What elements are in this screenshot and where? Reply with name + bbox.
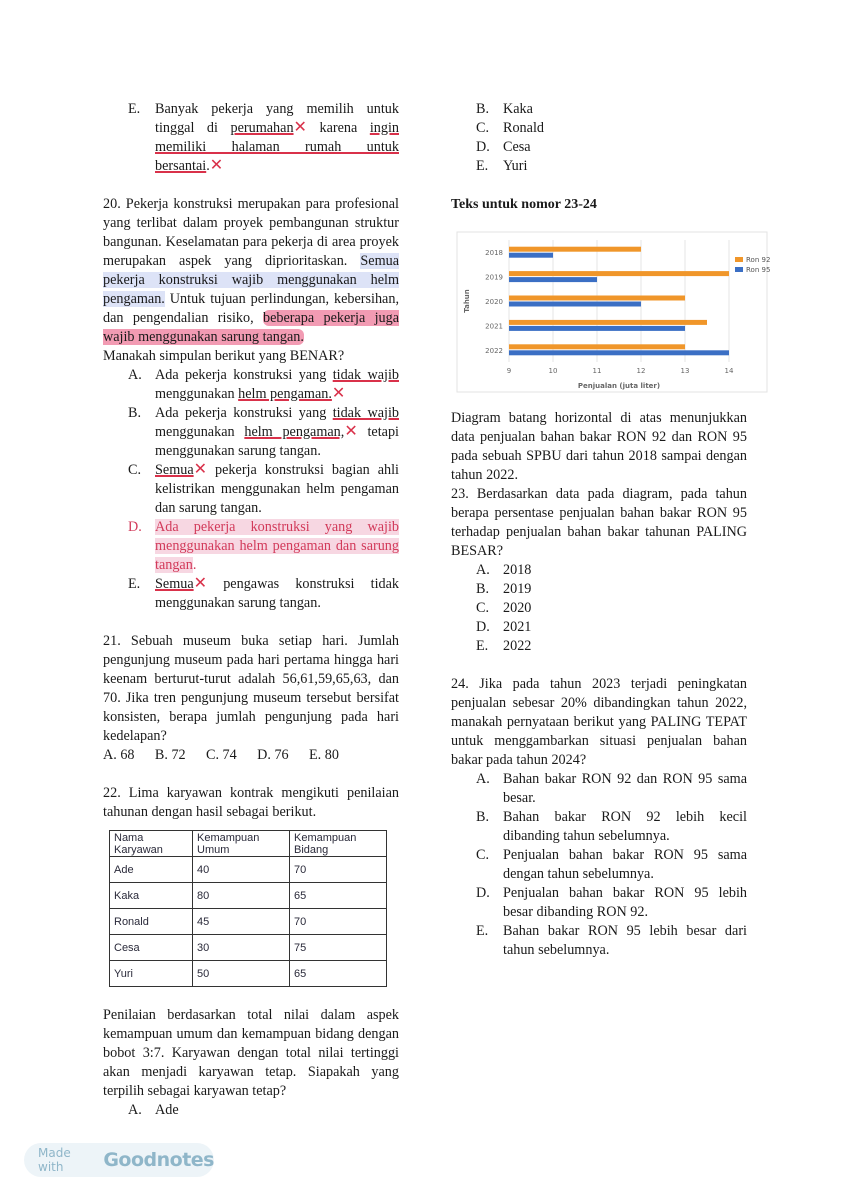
option-letter: A. (128, 367, 142, 383)
cross-mark-icon: ✕ (293, 117, 307, 136)
underlined-text: ingin memiliki halaman rumah untuk bersantai (155, 120, 399, 174)
q22-option-e (451, 157, 747, 176)
table-cell: 65 (290, 883, 387, 909)
option-letter: C. (476, 120, 490, 136)
option: C. 74 (206, 747, 237, 763)
text-seg: . (192, 557, 197, 573)
cross-mark-icon: ✕ (209, 155, 224, 174)
x-tick-label: 14 (724, 367, 734, 375)
table-cell: Ronald (110, 909, 193, 935)
watermark-brand: Goodnotes (103, 1149, 214, 1171)
bar (509, 277, 597, 282)
legend-swatch (735, 257, 743, 262)
spacer (103, 987, 399, 1006)
q23-option-a (451, 561, 747, 580)
option-letter: E. (476, 158, 489, 174)
bar (509, 326, 685, 331)
spacer (451, 656, 747, 675)
y-tick-label: 2020 (485, 298, 503, 306)
spacer (103, 765, 399, 784)
right-column (451, 100, 771, 960)
spacer (103, 176, 399, 195)
option-text: Kaka (503, 101, 533, 117)
underlined-text: Semua (155, 462, 194, 478)
q22-option-a (103, 1101, 399, 1120)
x-tick-label: 9 (506, 367, 512, 375)
score-table (109, 830, 387, 987)
table-row (110, 883, 387, 909)
option-letter: C. (128, 462, 142, 478)
table-cell: Kaka (110, 883, 193, 909)
text-seg: Untuk tujuan perlindungan, kebersihan, dan pengendalian risiko, (103, 291, 399, 326)
q24-option-c (451, 846, 747, 884)
spacer (103, 613, 399, 632)
table-cell: 30 (193, 935, 290, 961)
q23-stem: 23. Berdasarkan data pada diagram, pada tahun berapa persentase penjualan bahan bakar RON 95 terhadap penjualan bahan bakar tahunan PALING BESAR? (451, 486, 747, 559)
cross-mark-icon: ✕ (193, 459, 208, 478)
y-tick-label: 2021 (485, 322, 503, 331)
option-text (155, 575, 399, 613)
goodnotes-watermark (24, 1143, 214, 1177)
section-title: Teks untuk nomor 23-24 (451, 197, 597, 212)
underlined-text: perumahan (230, 120, 294, 136)
bar (509, 302, 641, 307)
spacer (451, 176, 747, 195)
table-row (110, 857, 387, 883)
q20-option-c (103, 461, 399, 518)
option-text: Penjualan bahan bakar RON 95 sama dengan tahun sebelumnya. (503, 847, 747, 882)
underlined-text: helm pengaman, (244, 424, 345, 440)
highlight-blue: Semua pekerja konstruksi wajib menggunakan helm pengaman. (103, 253, 399, 307)
text-seg: pengawas konstruksi tidak menggunakan sarung tangan. (155, 576, 399, 611)
bar-chart (457, 232, 771, 392)
table-row (110, 909, 387, 935)
q19-option-e (103, 100, 399, 176)
option-letter: E. (476, 638, 489, 654)
q24-option-d (451, 884, 747, 922)
table-header-row (110, 831, 387, 857)
watermark-prefix: Made with (38, 1146, 71, 1174)
text-seg: Ada pekerja konstruksi yang (155, 405, 333, 421)
q23-option-b (451, 580, 747, 599)
option-text: 2019 (503, 581, 532, 597)
option-text: Penjualan bahan bakar RON 95 lebih besar dibanding RON 92. (503, 885, 747, 920)
table-header: Kemampuan Umum (193, 831, 290, 857)
q23-option-c (451, 599, 747, 618)
table-cell: Yuri (110, 961, 193, 987)
table-row (110, 935, 387, 961)
legend-label: Ron 92 (746, 256, 771, 264)
option-text (155, 404, 399, 461)
option-text: 2018 (503, 562, 532, 578)
text-seg: . (206, 158, 210, 174)
x-tick-label: 13 (680, 367, 690, 375)
option: A. 68 (103, 747, 135, 763)
option-letter: B. (476, 809, 490, 825)
highlight-pink: Ada pekerja konstruksi yang wajib menggunakan helm pengaman dan sarung tangan (155, 519, 399, 573)
q20-option-b (103, 404, 399, 461)
q22-instruction: Penilaian berdasarkan total nilai dalam aspek kemampuan umum dan kemampuan bidang dengan bobot 3:7. Karyawan dengan total nilai tertinggi akan menjadi karyawan tetap. Siapakah yang terpilih sebagai karyawan tetap? (103, 1007, 399, 1099)
q20-option-e (103, 575, 399, 613)
table-row (110, 961, 387, 987)
q23-option-e (451, 637, 747, 656)
option-text: Ade (155, 1102, 179, 1118)
option-letter: C. (476, 600, 490, 616)
left-column (103, 100, 399, 1120)
option-letter: B. (476, 101, 490, 117)
q20-stem (103, 195, 399, 347)
option-letter: E. (128, 101, 141, 117)
q24-option-e (451, 922, 747, 960)
option-letter: B. (476, 581, 490, 597)
text-seg: karena (306, 120, 370, 136)
q21-options (103, 746, 339, 765)
option-text: 2020 (503, 600, 532, 616)
q21-stem: 21. Sebuah museum buka setiap hari. Jumlah pengunjung museum pada hari pertama hingga hari keenam berturut-turut adalah 56,61,59,65,63, dan 70. Jika tren pengunjung museum tersebut bersifat konsisten, berapa jumlah pengunjung pada hari kedelapan? (103, 633, 399, 744)
text-seg: Ada pekerja konstruksi yang (155, 367, 333, 383)
bar (509, 271, 729, 276)
table-cell: 70 (290, 857, 387, 883)
option-letter: D. (476, 885, 490, 901)
table-cell: Cesa (110, 935, 193, 961)
table-cell: 45 (193, 909, 290, 935)
cross-mark-icon: ✕ (344, 421, 358, 440)
option-text: 2022 (503, 638, 532, 654)
option-letter: E. (476, 923, 489, 939)
table-cell: 65 (290, 961, 387, 987)
table-cell: 75 (290, 935, 387, 961)
option-text (155, 366, 399, 404)
option-text (155, 518, 399, 575)
option-letter: D. (476, 139, 490, 155)
q22-option-b (451, 100, 747, 119)
option: B. 72 (154, 747, 186, 763)
bar (509, 344, 685, 349)
y-tick-label: 2022 (485, 346, 503, 355)
bar (509, 296, 685, 301)
q20-option-a (103, 366, 399, 404)
y-tick-label: 2018 (485, 249, 503, 258)
underlined-text: tidak wajib (332, 367, 399, 383)
q24-stem: 24. Jika pada tahun 2023 terjadi peningkatan penjualan sebesar 20% dibandingkan tahun 2022, manakah pernyataan berikut yang PALING TEPAT untuk menggambarkan situasi penjualan bahan bakar pada tahun 2024? (451, 676, 747, 768)
option-letter: A. (476, 771, 490, 787)
underlined-text: Semua (155, 576, 194, 592)
q23-option-d (451, 618, 747, 637)
option-letter: E. (128, 576, 141, 592)
option-letter: C. (476, 847, 490, 863)
x-tick-label: 10 (548, 367, 558, 375)
option-text: Yuri (503, 158, 528, 174)
option-letter: B. (128, 405, 142, 421)
option-text: Ronald (503, 120, 544, 136)
option-text: Bahan bakar RON 92 dan RON 95 sama besar. (503, 771, 747, 806)
cross-mark-icon: ✕ (331, 383, 346, 402)
option: E. 80 (309, 747, 339, 763)
q22-option-c (451, 119, 747, 138)
option-text: Bahan bakar RON 95 lebih besar dari tahun sebelumnya. (503, 923, 747, 958)
x-tick-label: 12 (636, 367, 646, 375)
x-axis-title: Penjualan (juta liter) (577, 382, 661, 390)
table-cell: 70 (290, 909, 387, 935)
q20-option-d (103, 518, 399, 575)
option: D. 76 (257, 747, 289, 763)
bar (509, 350, 729, 355)
y-tick-label: 2019 (485, 273, 503, 282)
q22-option-d (451, 138, 747, 157)
y-axis-title: Tahun (463, 289, 471, 313)
text-seg: Banyak pekerja yang memilih untuk tinggal di (155, 101, 399, 136)
text-seg: pekerja konstruksi bagian ahli kelistrikan menggunakan helm pengaman dan sarung tangan. (155, 462, 399, 516)
q22-stem: 22. Lima karyawan kontrak mengikuti penilaian tahunan dengan hasil sebagai berikut. (103, 785, 399, 820)
cross-mark-icon: ✕ (193, 573, 208, 592)
underlined-text: tidak wajib (332, 405, 399, 421)
table-cell: 40 (193, 857, 290, 883)
option-letter: D. (476, 619, 490, 635)
table-cell: 80 (193, 883, 290, 909)
chart-frame (457, 232, 767, 392)
text-seg: tetapi menggunakan sarung tangan. (155, 424, 400, 459)
option-letter: A. (476, 562, 490, 578)
option-text: 2021 (503, 619, 532, 635)
text-seg: menggunakan (155, 386, 239, 402)
fuel-sales-chart (457, 232, 771, 397)
table-header: Nama Karyawan (110, 831, 193, 857)
highlight-pink: beberapa pekerja juga wajib menggunakan sarung tangan. (103, 310, 399, 345)
table-cell: 50 (193, 961, 290, 987)
q20-question: Manakah simpulan berikut yang BENAR? (103, 348, 345, 364)
option-text: Bahan bakar RON 92 lebih kecil dibanding tahun sebelumnya. (503, 809, 747, 844)
option-letter: D. (128, 519, 142, 535)
legend-label: Ron 95 (746, 266, 771, 274)
option-text: Cesa (503, 139, 531, 155)
table-cell: Ade (110, 857, 193, 883)
option-letter: A. (128, 1102, 142, 1118)
bar (509, 253, 553, 258)
bar (509, 247, 641, 252)
x-tick-label: 11 (592, 367, 602, 375)
q24-option-a (451, 770, 747, 808)
underlined-text: helm pengaman. (238, 386, 332, 402)
text-seg: 20. Pekerja konstruksi merupakan para profesional yang terlibat dalam proyek pembangunan struktur bangunan. Keselamatan para pekerja di area proyek merupakan aspek yang diprioritaskan. (103, 196, 399, 269)
q24-option-b (451, 808, 747, 846)
legend-swatch (735, 267, 743, 272)
text-seg: menggunakan (155, 424, 245, 440)
chart-description: Diagram batang horizontal di atas menunjukkan data penjualan bahan bakar RON 92 dan RON 95 pada sebuah SPBU dari tahun 2018 sampai dengan tahun 2022. (451, 410, 747, 483)
option-text (155, 461, 399, 518)
bar (509, 320, 707, 325)
table-header: Kemampuan Bidang (290, 831, 387, 857)
option-text (155, 100, 399, 176)
spacer (451, 397, 747, 409)
